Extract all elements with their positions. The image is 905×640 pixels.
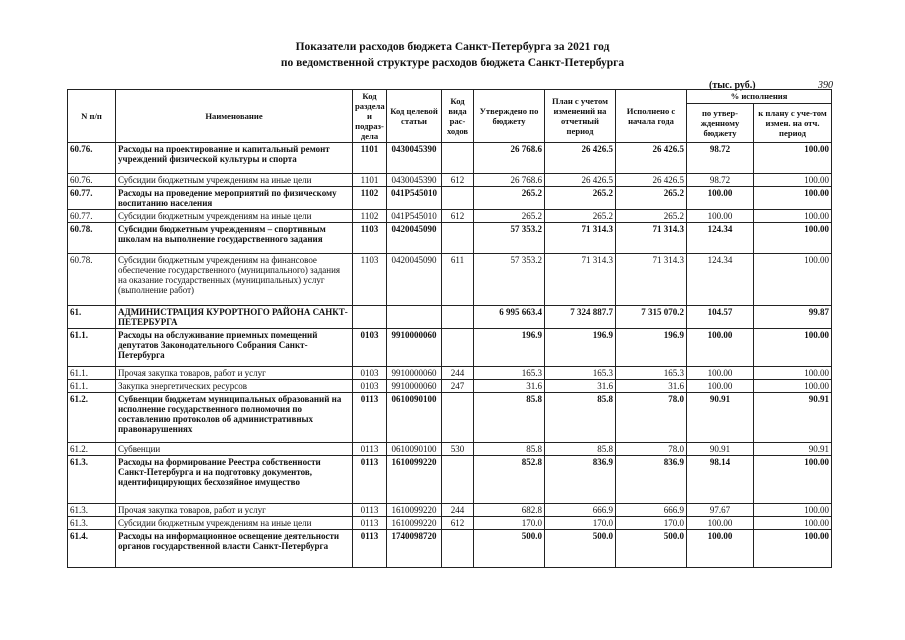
cell-pct-plan: 100.00: [754, 530, 832, 568]
cell-pct-approved: 124.34: [687, 254, 754, 306]
cell-article: 1740098720: [387, 530, 442, 568]
cell-pct-approved: 100.00: [687, 187, 754, 210]
cell-n: 60.76.: [68, 174, 116, 187]
cell-pct-approved: 100.00: [687, 530, 754, 568]
cell-approved: 26 768.6: [474, 174, 545, 187]
cell-section: 1103: [353, 223, 387, 254]
cell-pct-approved: 97.67: [687, 504, 754, 517]
table-row: [68, 254, 832, 306]
cell-n: 60.77.: [68, 210, 116, 223]
cell-approved: 165.3: [474, 367, 545, 380]
cell-kind: [442, 143, 474, 174]
cell-plan: 170.0: [545, 517, 616, 530]
table-row: [68, 517, 832, 530]
cell-approved: 852.8: [474, 456, 545, 504]
table-row: [68, 329, 832, 367]
cell-name: Расходы на формирование Реестра собственности Санкт-Петербурга и на подготовку документов, идентифицирующих бесхозяйное имущество: [116, 456, 353, 504]
cell-pct-plan: 100.00: [754, 174, 832, 187]
cell-kind: [442, 306, 474, 329]
table-header: [68, 90, 832, 143]
cell-pct-approved: 100.00: [687, 210, 754, 223]
cell-plan: 71 314.3: [545, 223, 616, 254]
cell-name: Субсидии бюджетным учреждениям на иные цели: [116, 174, 353, 187]
cell-article: 0610090100: [387, 443, 442, 456]
cell-plan: 85.8: [545, 393, 616, 443]
cell-article: 041P545010: [387, 187, 442, 210]
cell-article: 1610099220: [387, 456, 442, 504]
cell-pct-approved: 98.14: [687, 456, 754, 504]
cell-name: АДМИНИСТРАЦИЯ КУРОРТНОГО РАЙОНА САНКТ-ПЕТЕРБУРГА: [116, 306, 353, 329]
cell-article: 041P545010: [387, 210, 442, 223]
table-row: [68, 393, 832, 443]
cell-section: 0113: [353, 443, 387, 456]
units-label: (тыс. руб.): [709, 80, 756, 91]
cell-kind: 530: [442, 443, 474, 456]
header-name: Наименование: [116, 90, 353, 143]
report-title: Показатели расходов бюджета Санкт-Петербурга за 2021 год: [295, 41, 610, 53]
cell-pct-plan: 100.00: [754, 187, 832, 210]
header-percent: % исполнения: [687, 90, 832, 104]
cell-plan: 500.0: [545, 530, 616, 568]
cell-pct-approved: 124.34: [687, 223, 754, 254]
cell-pct-plan: 100.00: [754, 210, 832, 223]
cell-n: 61.1.: [68, 380, 116, 393]
header-plan: План с учетом изменений на отчетный период: [545, 90, 616, 143]
cell-approved: 196.9: [474, 329, 545, 367]
cell-article: 0430045390: [387, 174, 442, 187]
cell-article: 1610099220: [387, 517, 442, 530]
report-subtitle: по ведомственной структуре расходов бюджета Санкт-Петербурга: [280, 57, 625, 69]
cell-plan: 196.9: [545, 329, 616, 367]
cell-pct-approved: 100.00: [687, 380, 754, 393]
cell-approved: 31.6: [474, 380, 545, 393]
cell-pct-plan: 100.00: [754, 367, 832, 380]
cell-name: Закупка энергетических ресурсов: [116, 380, 353, 393]
cell-approved: 265.2: [474, 187, 545, 210]
cell-executed: 196.9: [616, 329, 687, 367]
table-row: [68, 143, 832, 174]
header-article: Код целевой статьи: [387, 90, 442, 143]
cell-kind: 244: [442, 504, 474, 517]
cell-section: 1102: [353, 210, 387, 223]
table-row: [68, 443, 832, 456]
table-row: [68, 456, 832, 504]
expenditure-table: [67, 89, 832, 568]
cell-kind: [442, 393, 474, 443]
table-row: [68, 306, 832, 329]
cell-approved: 682.8: [474, 504, 545, 517]
cell-plan: 165.3: [545, 367, 616, 380]
cell-n: 61.1.: [68, 329, 116, 367]
cell-pct-plan: 99.87: [754, 306, 832, 329]
cell-pct-approved: 98.72: [687, 174, 754, 187]
cell-pct-plan: 100.00: [754, 254, 832, 306]
cell-section: 0113: [353, 504, 387, 517]
cell-approved: 85.8: [474, 393, 545, 443]
cell-n: 61.2.: [68, 443, 116, 456]
header-pct-approved: по утвер-жденному бюджету: [687, 103, 754, 143]
cell-pct-plan: 100.00: [754, 517, 832, 530]
cell-approved: 170.0: [474, 517, 545, 530]
cell-name: Субсидии бюджетным учреждениям на финансовое обеспечение государственного (муниципального) задания на оказание государственных (муниципальных) услуг (выполнение работ): [116, 254, 353, 306]
table-row: [68, 187, 832, 210]
cell-pct-approved: 90.91: [687, 393, 754, 443]
cell-pct-plan: 100.00: [754, 504, 832, 517]
cell-section: 1101: [353, 174, 387, 187]
table-body: [68, 143, 832, 568]
cell-section: [353, 306, 387, 329]
header-section: Код раздела и подраз-дела: [353, 90, 387, 143]
header-kind: Код вида рас-ходов: [442, 90, 474, 143]
cell-executed: 26 426.5: [616, 143, 687, 174]
cell-kind: [442, 329, 474, 367]
cell-n: 61.: [68, 306, 116, 329]
cell-plan: 265.2: [545, 210, 616, 223]
cell-plan: 26 426.5: [545, 174, 616, 187]
header-pct-plan: к плану с уче-том измен. на отч. период: [754, 103, 832, 143]
cell-name: Прочая закупка товаров, работ и услуг: [116, 367, 353, 380]
cell-kind: 612: [442, 517, 474, 530]
cell-section: 0113: [353, 393, 387, 443]
cell-executed: 71 314.3: [616, 223, 687, 254]
cell-kind: 612: [442, 210, 474, 223]
cell-kind: 612: [442, 174, 474, 187]
cell-name: Субсидии бюджетным учреждениям на иные цели: [116, 517, 353, 530]
cell-n: 60.78.: [68, 223, 116, 254]
cell-executed: 170.0: [616, 517, 687, 530]
table-row: [68, 174, 832, 187]
cell-executed: 265.2: [616, 210, 687, 223]
cell-article: 0420045090: [387, 223, 442, 254]
cell-article: 9910000060: [387, 329, 442, 367]
cell-kind: [442, 456, 474, 504]
cell-n: 61.4.: [68, 530, 116, 568]
cell-pct-approved: 104.57: [687, 306, 754, 329]
cell-article: 9910000060: [387, 380, 442, 393]
cell-pct-plan: 100.00: [754, 329, 832, 367]
cell-section: 0103: [353, 329, 387, 367]
table-row: [68, 223, 832, 254]
header-executed: Исполнено с начала года: [616, 90, 687, 143]
cell-executed: 26 426.5: [616, 174, 687, 187]
header-approved: Утверждено по бюджету: [474, 90, 545, 143]
cell-executed: 31.6: [616, 380, 687, 393]
cell-section: 0113: [353, 517, 387, 530]
cell-pct-plan: 100.00: [754, 380, 832, 393]
cell-n: 60.76.: [68, 143, 116, 174]
cell-n: 61.2.: [68, 393, 116, 443]
cell-article: 0610090100: [387, 393, 442, 443]
cell-article: 0420045090: [387, 254, 442, 306]
cell-executed: 7 315 070.2: [616, 306, 687, 329]
cell-executed: 666.9: [616, 504, 687, 517]
cell-kind: [442, 223, 474, 254]
cell-section: 1103: [353, 254, 387, 306]
cell-plan: 26 426.5: [545, 143, 616, 174]
cell-plan: 265.2: [545, 187, 616, 210]
cell-n: 61.1.: [68, 367, 116, 380]
cell-pct-approved: 100.00: [687, 329, 754, 367]
cell-pct-approved: 100.00: [687, 517, 754, 530]
cell-section: 0103: [353, 380, 387, 393]
cell-kind: [442, 530, 474, 568]
cell-approved: 26 768.6: [474, 143, 545, 174]
cell-executed: 500.0: [616, 530, 687, 568]
table-row: [68, 210, 832, 223]
table-row: [68, 380, 832, 393]
cell-plan: 836.9: [545, 456, 616, 504]
cell-pct-plan: 100.00: [754, 456, 832, 504]
cell-name: Расходы на обслуживание приемных помещений депутатов Законодательного Собрания Санкт-Петербурга: [116, 329, 353, 367]
cell-executed: 265.2: [616, 187, 687, 210]
cell-name: Субвенции: [116, 443, 353, 456]
cell-executed: 78.0: [616, 443, 687, 456]
cell-name: Расходы на проведение мероприятий по физическому воспитанию населения: [116, 187, 353, 210]
cell-article: 9910000060: [387, 367, 442, 380]
cell-executed: 78.0: [616, 393, 687, 443]
cell-section: 0113: [353, 456, 387, 504]
cell-article: 0430045390: [387, 143, 442, 174]
cell-name: Расходы на информационное освещение деятельности органов государственной власти Санкт-Петербурга: [116, 530, 353, 568]
cell-name: Субсидии бюджетным учреждениям – спортивным школам на выполнение государственного задания: [116, 223, 353, 254]
page-number: 390: [818, 80, 833, 91]
cell-pct-plan: 100.00: [754, 223, 832, 254]
cell-section: 1102: [353, 187, 387, 210]
table-row: [68, 530, 832, 568]
cell-kind: [442, 187, 474, 210]
table-row: [68, 367, 832, 380]
cell-executed: 71 314.3: [616, 254, 687, 306]
cell-approved: 57 353.2: [474, 223, 545, 254]
cell-section: 1101: [353, 143, 387, 174]
cell-approved: 500.0: [474, 530, 545, 568]
cell-n: 61.3.: [68, 456, 116, 504]
cell-pct-approved: 90.91: [687, 443, 754, 456]
cell-article: [387, 306, 442, 329]
cell-kind: 611: [442, 254, 474, 306]
cell-section: 0103: [353, 367, 387, 380]
cell-n: 60.77.: [68, 187, 116, 210]
cell-plan: 85.8: [545, 443, 616, 456]
cell-pct-approved: 98.72: [687, 143, 754, 174]
table-row: [68, 504, 832, 517]
cell-approved: 85.8: [474, 443, 545, 456]
cell-n: 60.78.: [68, 254, 116, 306]
cell-plan: 666.9: [545, 504, 616, 517]
cell-approved: 265.2: [474, 210, 545, 223]
cell-plan: 71 314.3: [545, 254, 616, 306]
cell-article: 1610099220: [387, 504, 442, 517]
cell-approved: 6 995 663.4: [474, 306, 545, 329]
cell-n: 61.3.: [68, 504, 116, 517]
cell-executed: 836.9: [616, 456, 687, 504]
cell-pct-plan: 100.00: [754, 143, 832, 174]
cell-approved: 57 353.2: [474, 254, 545, 306]
cell-section: 0113: [353, 530, 387, 568]
cell-kind: 244: [442, 367, 474, 380]
cell-kind: 247: [442, 380, 474, 393]
cell-pct-plan: 90.91: [754, 443, 832, 456]
cell-name: Субсидии бюджетным учреждениям на иные цели: [116, 210, 353, 223]
cell-name: Прочая закупка товаров, работ и услуг: [116, 504, 353, 517]
cell-executed: 165.3: [616, 367, 687, 380]
cell-n: 61.3.: [68, 517, 116, 530]
cell-name: Расходы на проектирование и капитальный ремонт учреждений физической культуры и спорта: [116, 143, 353, 174]
header-n: N п/п: [68, 90, 116, 143]
cell-pct-plan: 90.91: [754, 393, 832, 443]
cell-pct-approved: 100.00: [687, 367, 754, 380]
cell-plan: 7 324 887.7: [545, 306, 616, 329]
cell-name: Субвенции бюджетам муниципальных образований на исполнение государственного полномочия по составлению протоколов об административных правонарушениях: [116, 393, 353, 443]
cell-plan: 31.6: [545, 380, 616, 393]
